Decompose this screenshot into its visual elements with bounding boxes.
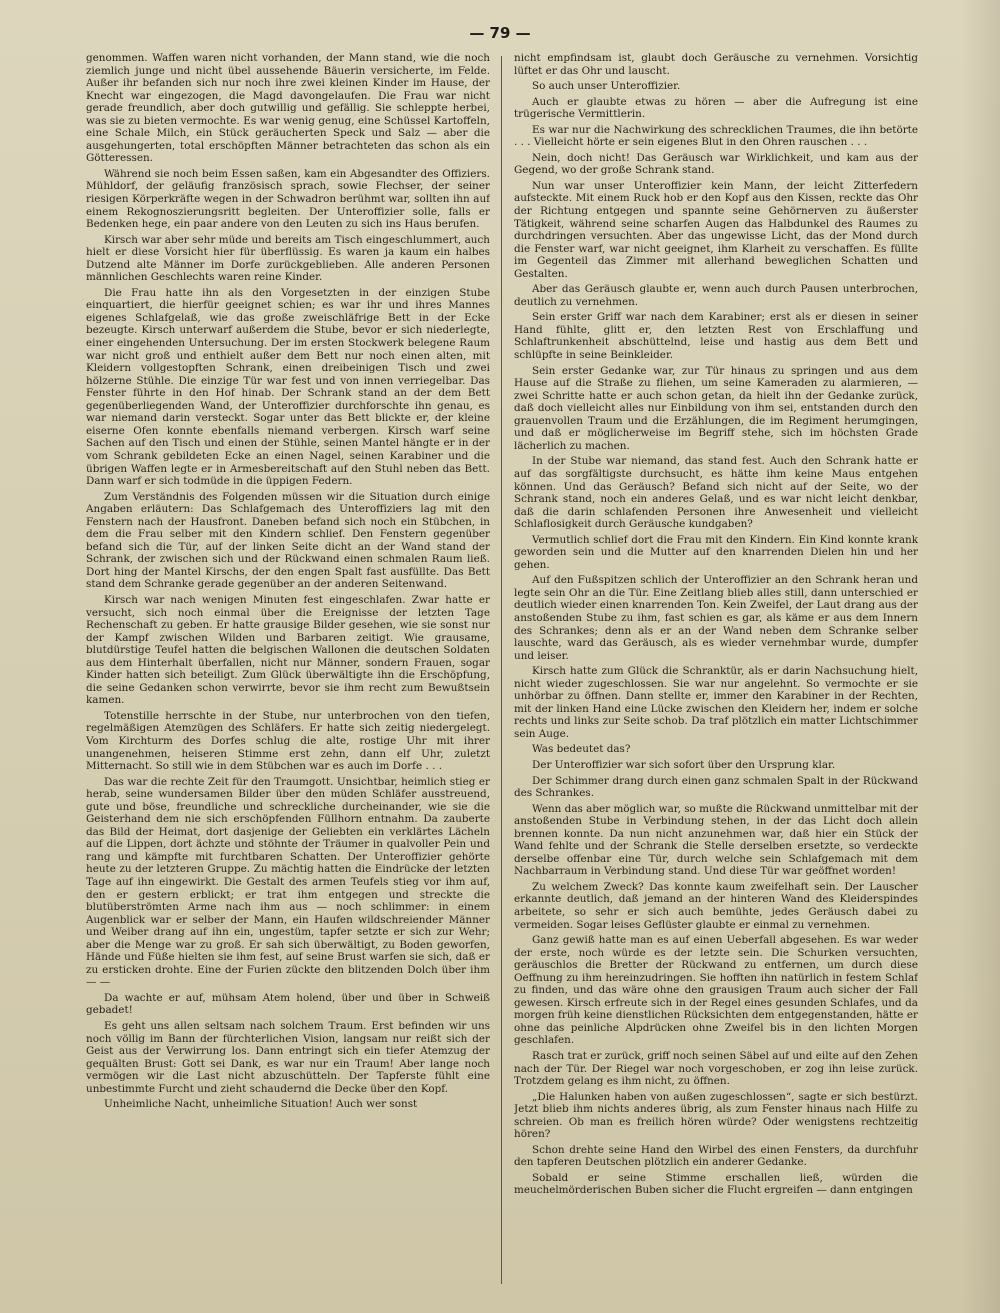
paragraph: Während sie noch beim Essen saßen, kam ein Abgesandter des Offiziers. Mühldorf, der geläufig französisch sprach, sowie Flechser, der seiner riesigen Körperkräfte wegen in der Schwadron berühmt war, sollten ihn auf einem Rekognoszierungsritt begleiten. Der Unteroffizier solle, falls er Bedenken hege, ein paar andere von den Leuten zu sich ins Haus berufen. (86, 167, 490, 231)
column-divider (501, 56, 502, 1284)
paragraph: Sein erster Gedanke war, zur Tür hinaus zu springen und aus dem Hause auf die Straße zu fliehen, um seine Kameraden zu alarmieren, — zwei Schritte hatte er auch schon getan, da hielt ihn der Gedanke zurück, daß doch vielleicht alles nur Einbildung von ihm sei, entstanden durch den grauenvollen Traum und die Erzählungen, die im Regiment herumgingen, und daß er möglicherweise im Begriff stehe, sich im höchsten Grade lächerlich zu machen. (514, 364, 918, 452)
paragraph: Da wachte er auf, mühsam Atem holend, über und über in Schweiß gebadet! (86, 991, 490, 1017)
paragraph: Rasch trat er zurück, griff noch seinen Säbel auf und eilte auf den Zehen nach der Tür. Der Riegel war noch vorgeschoben, er zog ihn leise zurück. Trotzdem gelang es ihm nicht, zu öffnen. (514, 1050, 918, 1088)
paragraph: Kirsch war aber sehr müde und bereits am Tisch eingeschlummert, auch hielt er diese Vorsicht hier für überflüssig. Es waren ja kaum ein halbes Dutzend alte Männer im Dorfe zurückgeblieben. Alle anderen Personen männlichen Geschlechts waren reine Kinder. (86, 233, 490, 284)
paragraph: Schon drehte seine Hand den Wirbel des einen Fensters, da durchfuhr den tapferen Deutschen plötzlich ein anderer Gedanke. (514, 1143, 918, 1169)
paragraph: Sein erster Griff war nach dem Karabiner; erst als er diesen in seiner Hand fühlte, glitt er, den letzten Rest von Erschlaffung und Schlaftrunkenheit abschüttelnd, leise und hastig aus dem Bett und schlüpfte in seine Beinkleider. (514, 311, 918, 362)
paragraph: Das war die rechte Zeit für den Traumgott. Unsichtbar, heimlich stieg er herab, seine wundersamen Bilder über den müden Schläfer ausstreuend, gute und böse, freundliche und schreckliche durcheinander, wie sie die Geisterhand dem nie sich erschöpfenden Füllhorn entnahm. Da zauberte das Bild der Heimat, dort dasjenige der Geliebten ein verklärtes Lächeln auf die Lippen, dort ächzte und stöhnte der Träumer in qualvoller Pein und rang und kämpfte mit furchtbaren Schatten. Der Unteroffizier gehörte heute zu der letzteren Gruppe. Zu mächtig hatten die Eindrücke der letzten Tage auf ihn eingewirkt. Die Gestalt des armen Teufels stieg vor ihm auf, den er gestern erblickt; er trat ihm entgegen und streckte die blutüberströmten Arme nach ihm aus — noch schlimmer: in einem Augenblick war er selber der Mann, ein Haufen wildschreiender Männer und Weiber drang auf ihn ein, ungestüm, tapfer setzte er sich zur Wehr; aber die Menge war zu groß. Er sah sich überwältigt, zu Boden geworfen, Hände und Füße hielten sie ihm fest, auf seine Brust warfen sie sich, daß er zu ersticken drohte. Eine der Furien zückte den blitzenden Dolch über ihm — — (86, 775, 490, 989)
paragraph: Es geht uns allen seltsam nach solchem Traum. Erst befinden wir uns noch völlig im Bann der fürchterlichen Vision, langsam nur reißt sich der Geist aus der Verwirrung los. Dann entringt sich ein tiefer Atemzug der gequälten Brust: Gott sei Dank, es war nur ein Traum! Aber lange noch vermögen wir die Last nicht abzuschütteln. Der Tapferste fühlt eine unbestimmte Furcht und zieht schaudernd die Decke über den Kopf. (86, 1020, 490, 1095)
paragraph: nicht empfindsam ist, glaubt doch Geräusche zu vernehmen. Vorsichtig lüftet er das Ohr und lauscht. (514, 52, 918, 77)
paragraph: Unheimliche Nacht, unheimliche Situation! Auch wer sonst (104, 1098, 418, 1111)
paragraph: Der Schimmer drang durch einen ganz schmalen Spalt in der Rückwand des Schrankes. (514, 774, 918, 800)
right-column (514, 52, 918, 1297)
paragraph: Nun war unser Unteroffizier kein Mann, der leicht Zitterfedern aufsteckte. Mit einem Ruck hob er den Kopf aus den Kissen, reckte das Ohr der Richtung entgegen und spannte seine Gehörnerven zu äußerster Tätigkeit, während seine scharfen Augen das Halbdunkel des Raumes zu durchdringen versuchten. Aber das ungewisse Licht, das der Mond durch die Fenster warf, war nicht geeignet, ihm Klarheit zu verschaffen. Es füllte im Gegenteil das Zimmer mit allerhand beweglichen Schatten und Gestalten. (514, 179, 918, 280)
paragraph: Nein, doch nicht! Das Geräusch war Wirklichkeit, und kam aus der Gegend, wo der große Schrank stand. (514, 151, 918, 177)
paragraph: Ganz gewiß hatte man es auf einen Ueberfall abgesehen. Es war weder der erste, noch würde es der letzte sein. Die Schurken versuchten, geräuschlos die Bretter der Rückwand zu entfernen, um durch diese Oeffnung zu ihm hereinzudringen. Sie hofften ihn natürlich in festem Schlaf zu finden, und das wäre ohne den grausigen Traum auch sicher der Fall gewesen. Kirsch erfreute sich in der Regel eines gesunden Schlafes, und da morgen früh keine dienstlichen Rücksichten dem entgegenstanden, hätte er ohne das peinliche Alpdrücken ohne Zweifel bis in den lichten Morgen geschlafen. (514, 934, 918, 1047)
paragraph: Auch er glaubte etwas zu hören — aber die Aufregung ist eine trügerische Vermittlerin. (514, 95, 918, 121)
paragraph: In der Stube war niemand, das stand fest. Auch den Schrank hatte er auf das sorgfältigste durchsucht, es hätte ihm keine Maus entgehen können. Und das Geräusch? Befand sich nicht auf der Seite, wo der Schrank stand, noch ein anderes Gelaß, und es war nicht leicht denkbar, daß die darin schlafenden Personen ihre Anwesenheit und vielleicht Schlaflosigkeit durch Geräusche kundgaben? (514, 455, 918, 531)
paragraph: Was bedeutet das? (532, 743, 631, 756)
paragraph: Kirsch hatte zum Glück die Schranktür, als er darin Nachsuchung hielt, nicht wieder zugeschlossen. Sie war nur angelehnt. So vermochte er sie unhörbar zu öffnen. Dann stellte er, immer den Karabiner in der Rechten, mit der linken Hand eine Lücke zwischen den Kleidern her, indem er solche rechts und links zur Seite schob. Da traf plötzlich ein matter Lichtschimmer sein Auge. (514, 665, 918, 740)
paragraph: Zu welchem Zweck? Das konnte kaum zweifelhaft sein. Der Lauscher erkannte deutlich, daß jemand an der hinteren Wand des Kleiderspindes arbeitete, so sehr er sich auch bemühte, jedes Geräusch dabei zu vermeiden. Sogar leises Geflüster glaubte er einmal zu vernehmen. (514, 880, 918, 931)
page-number: — 79 — (469, 24, 531, 42)
paragraph: Zum Verständnis des Folgenden müssen wir die Situation durch einige Angaben erläutern: Das Schlafgemach des Unteroffiziers lag mit den Fenstern nach der Hausfront. Daneben befand sich noch ein Stübchen, in dem die Frau selber mit den Kindern schlief. Den Fenstern gegenüber befand sich die Tür, auf der linken Seite dicht an der Wand stand der Schrank, der zwischen sich und der Rückwand einen schmalen Raum ließ. Dort hing der Mantel Kirschs, der den engen Spalt fast ausfüllte. Das Bett stand dem Schranke gerade gegenüber an der anderen Seitenwand. (86, 490, 490, 591)
left-column (86, 52, 490, 1297)
paragraph: Sobald er seine Stimme erschallen ließ, würden die meuchelmörderischen Buben sicher die Flucht ergreifen — dann entgingen (514, 1171, 918, 1197)
paragraph: Die Frau hatte ihn als den Vorgesetzten in der einzigen Stube einquartiert, die hierfür geeignet schien; es war ihr und ihres Mannes eigenes Schlafgelaß, wie das große zweischläfrige Bett in der Ecke bezeugte. Kirsch unterwarf außerdem die Stube, bevor er sich niederlegte, einer eingehenden Untersuchung. Der im ersten Stockwerk belegene Raum war nicht groß und enthielt außer dem Bett nur noch einen alten, mit Kleidern vollgestopften Schrank, einen dreibeinigen Tisch und zwei hölzerne Stühle. Die einzige Tür war fest und von innen verriegelbar. Das Fenster führte in den Hof hinab. Der Schrank stand an der dem Bett gegenüberliegenden Wand, der Unteroffizier durchforschte ihn genau, es war niemand darin versteckt. Sogar unter das Bett blickte er, der kleine eiserne Ofen konnte ebenfalls niemand verbergen. Kirsch warf seine Sachen auf den Tisch und einen der Stühle, seinen Mantel hängte er in der vom Schrank gebildeten Ecke an einen Nagel, seinen Karabiner und die übrigen Waffen legte er in Armesbereitschaft auf den Stuhl neben das Bett. Dann warf er sich todmüde in die üppigen Federn. (86, 286, 490, 488)
page-edge-shadow (960, 0, 1000, 1313)
paragraph: genommen. Waffen waren nicht vorhanden, der Mann stand, wie die noch ziemlich junge und nicht übel aussehende Bäuerin versicherte, im Felde. Außer ihr befanden sich nur noch ihre zwei kleinen Kinder im Hause, der Knecht war eingezogen, die Magd davongelaufen. Die Frau war nicht gerade freundlich, aber doch gutwillig und gefällig. Sie schleppte herbei, was sie zu bieten vermochte. Es war wenig genug, eine Schüssel Kartoffeln, eine Schale Milch, ein Stück geräucherten Speck und Salz — aber die ausgehungerten, total erschöpften Männer betrachteten das schon als ein Götteressen. (86, 52, 490, 165)
paragraph: Der Unteroffizier war sich sofort über den Ursprung klar. (532, 758, 836, 771)
paragraph: Vermutlich schlief dort die Frau mit den Kindern. Ein Kind konnte krank geworden sein und die Mutter auf den knarrenden Dielen hin und her gehen. (514, 533, 918, 571)
paragraph: Aber das Geräusch glaubte er, wenn auch durch Pausen unterbrochen, deutlich zu vernehmen. (514, 283, 918, 308)
paragraph: So auch unser Unteroffizier. (532, 80, 681, 93)
paragraph: Es war nur die Nachwirkung des schrecklichen Traumes, die ihn betörte . . . Vielleicht hörte er sein eigenes Blut in den Ohren rauschen . . . (514, 123, 918, 149)
paragraph: Totenstille herrschte in der Stube, nur unterbrochen von den tiefen, regelmäßigen Atemzügen des Schläfers. Er hatte sich zeitig niedergelegt. Vom Kirchturm des Dorfes schlug die alte, rostige Uhr mit ihrer unangenehmen, heiseren Stimme erst zehn, dann elf Uhr, zuletzt Mitternacht. So still wie in dem Stübchen war es auch im Dorfe . . . (86, 709, 490, 773)
paragraph: „Die Halunken haben von außen zugeschlossen“, sagte er sich bestürzt. Jetzt blieb ihm nichts anderes übrig, als zum Fenster hinaus nach Hilfe zu schreien. Ob man es freilich hören würde? Oder wenigstens rechtzeitig hören? (514, 1090, 918, 1141)
paragraph: Wenn das aber möglich war, so mußte die Rückwand unmittelbar mit der anstoßenden Stube in Verbindung stehen, in der das Licht doch allein brennen konnte. Da nun nicht anzunehmen war, daß hier ein Stück der Wand fehlte und der Schrank die Stelle derselben ersetzte, so verdeckte derselbe offenbar eine Tür, durch welche sein Schlafgemach mit dem Nachbarraum in Verbindung stand. Und diese Tür war geöffnet worden! (514, 802, 918, 878)
paragraph: Auf den Fußspitzen schlich der Unteroffizier an den Schrank heran und legte sein Ohr an die Tür. Eine Zeitlang blieb alles still, dann unterschied er deutlich wieder einen knarrenden Ton. Kein Zweifel, der Laut drang aus der anstoßenden Stube zu ihm, fast schien es gar, als käme er aus dem Innern des Schrankes; denn als er an der Wand neben dem Schranke selber lauschte, ward das Geräusch, als es wieder vernehmbar wurde, dumpfer und leiser. (514, 574, 918, 662)
paragraph: Kirsch war nach wenigen Minuten fest eingeschlafen. Zwar hatte er versucht, sich noch einmal über die Ereignisse der letzten Tage Rechenschaft zu geben. Er hatte grausige Bilder gesehen, wie sie sonst nur der Kampf zwischen Wilden und Barbaren zeitigt. Wie grausame, blutdürstige Teufel hatten die belgischen Wallonen die deutschen Soldaten aus dem Hinterhalt überfallen, nicht nur Männer, sondern Frauen, sogar Kinder hatten sich beteiligt. Zum Glück überwältigte ihn die Erschöpfung, die seine Gedanken schon verwirrte, bevor sie ihm recht zum Bewußtsein kamen. (86, 593, 490, 707)
